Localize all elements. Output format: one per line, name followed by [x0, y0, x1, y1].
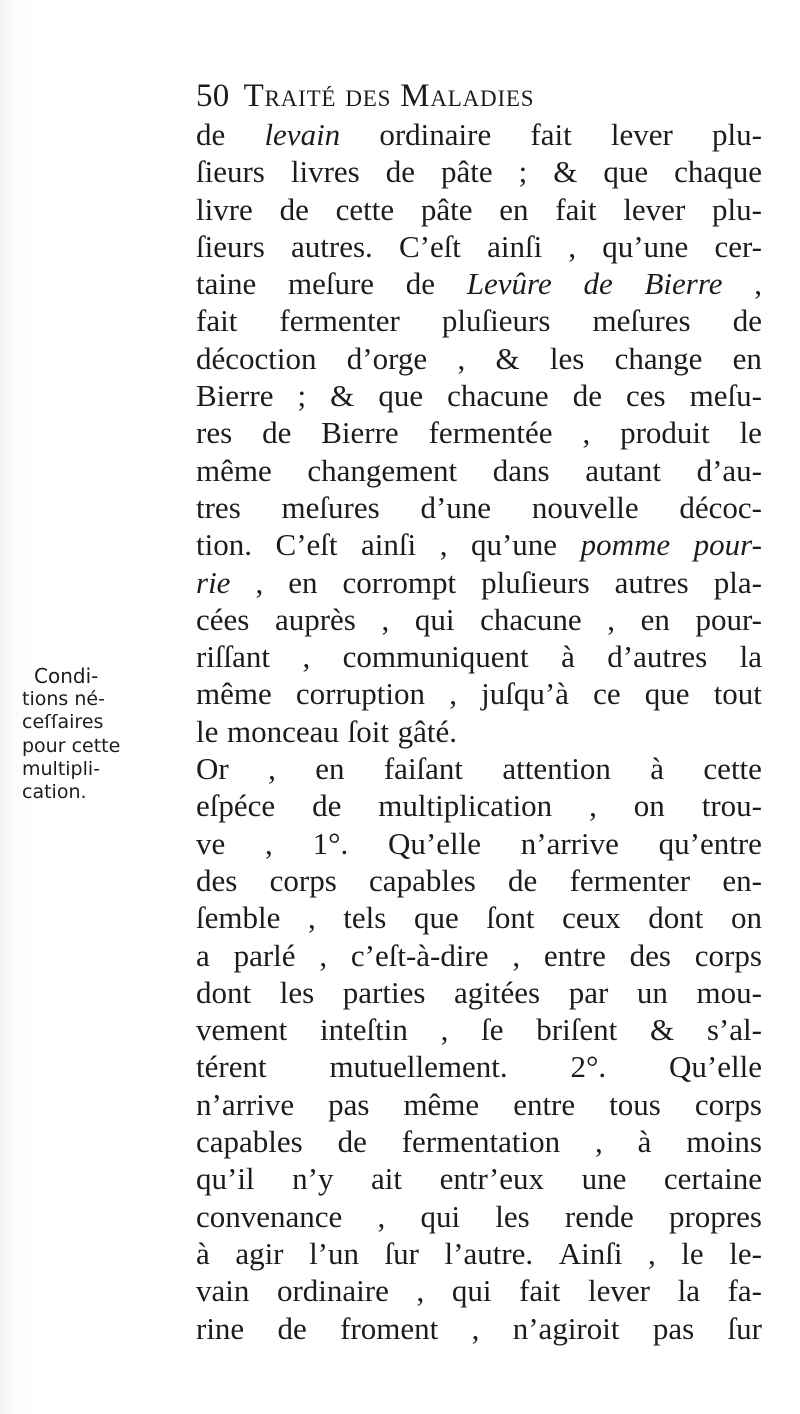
word: ,: [319, 937, 328, 973]
word: pla-: [713, 564, 762, 600]
text-line: [196, 1011, 762, 1048]
text-line: [196, 825, 762, 862]
word: fermenter: [279, 303, 400, 339]
text-line: [196, 191, 762, 228]
text-line: [196, 1272, 762, 1309]
word: ,: [648, 1235, 656, 1271]
word: lever: [588, 1273, 650, 1309]
word: s’al-: [706, 1012, 762, 1048]
word: entre: [543, 937, 606, 973]
word: ,: [589, 788, 597, 824]
word: briſent: [536, 1012, 618, 1048]
word: le: [739, 415, 762, 451]
word: cette: [335, 191, 395, 227]
word: eſpéce: [196, 788, 276, 824]
word: de: [277, 1310, 307, 1346]
text-line: [196, 489, 762, 526]
word: froment: [340, 1310, 439, 1346]
text-line: [196, 452, 762, 489]
word: un: [636, 974, 668, 1010]
word: ,: [265, 825, 273, 861]
word: inteſtin: [320, 1012, 408, 1048]
word: fait: [530, 117, 572, 152]
word: Bierre: [644, 266, 723, 302]
word: de: [405, 266, 436, 302]
word: cées: [196, 601, 250, 637]
word: ,: [439, 527, 448, 563]
word: meſures: [281, 489, 380, 525]
word: certaine: [663, 1161, 762, 1197]
word: corruption: [295, 676, 426, 712]
word: chaque: [674, 154, 762, 190]
word: on: [730, 900, 762, 936]
word: ,: [416, 1273, 425, 1309]
word: Ainſi: [558, 1235, 623, 1271]
word: pâte: [420, 191, 473, 227]
page-number: 50: [196, 78, 230, 114]
text-line: [196, 1160, 762, 1197]
word: la: [677, 1273, 700, 1309]
word: ,: [471, 1310, 480, 1346]
word: tion.: [196, 527, 252, 563]
word: chacune: [480, 601, 582, 637]
word: C’eſt: [275, 527, 338, 563]
word: qu’une: [470, 527, 558, 563]
word: pas: [652, 1310, 695, 1346]
word: ,: [377, 1198, 386, 1234]
text-line: [196, 638, 762, 675]
word: Levûre: [466, 266, 552, 302]
word: fa-: [727, 1273, 762, 1309]
word: ordinaire: [379, 117, 492, 152]
word: autres.: [291, 228, 373, 264]
word: les: [279, 974, 315, 1010]
word: meſure: [287, 266, 375, 302]
text-line: [196, 564, 762, 601]
word: on: [633, 788, 665, 824]
word: corps: [269, 862, 337, 898]
word: rine: [196, 1310, 245, 1346]
word: ſur: [727, 1310, 762, 1346]
word: tels: [343, 900, 387, 936]
word: plu-: [712, 191, 762, 227]
word: convenance: [196, 1198, 343, 1234]
word: en-: [722, 862, 762, 898]
word: les: [495, 1198, 530, 1234]
text-line: [196, 899, 762, 936]
word: n’y: [292, 1161, 334, 1197]
word: corrompt: [342, 564, 457, 600]
margin-note-line: multipli-: [22, 757, 101, 780]
word: par: [568, 974, 609, 1010]
word: riſſant: [196, 639, 271, 675]
word: livres: [290, 154, 360, 190]
word: lever: [610, 117, 673, 152]
word: produit: [620, 415, 710, 451]
word: que: [378, 378, 424, 414]
word: gâté.: [397, 713, 458, 749]
word: l’un: [309, 1235, 359, 1271]
word: Bierre: [321, 415, 399, 451]
word: les: [549, 340, 585, 376]
word: lever: [623, 191, 686, 227]
word: de: [385, 154, 416, 190]
word: autant: [585, 452, 661, 488]
word: ſont: [486, 900, 535, 936]
word: pas: [328, 1086, 370, 1122]
word: communiquent: [342, 639, 529, 675]
word: ,: [568, 228, 577, 264]
word: rie: [196, 564, 231, 600]
running-title: Traité des Maladies: [243, 78, 535, 114]
word: ces: [625, 378, 666, 414]
word: qui: [414, 601, 455, 637]
word: meſu-: [689, 378, 762, 414]
word: qu’il: [196, 1161, 255, 1197]
word: chacune: [447, 378, 549, 414]
word: même: [196, 676, 272, 712]
word: &: [553, 154, 578, 190]
word: ,: [302, 639, 311, 675]
word: &: [330, 378, 355, 414]
word: qu’entre: [658, 825, 762, 861]
word: dont: [196, 974, 252, 1010]
word: ,: [440, 1012, 449, 1048]
word: Bierre: [196, 378, 274, 414]
word: ,: [457, 340, 466, 376]
word: de: [583, 266, 613, 302]
word: en: [315, 751, 345, 787]
word: n’agiroit: [512, 1310, 620, 1346]
word: ,: [512, 937, 521, 973]
margin-note: [22, 665, 132, 804]
margin-note-line: tions né-: [22, 688, 105, 711]
word: plu-: [712, 117, 762, 152]
word: C’eſt: [398, 228, 461, 264]
word: ve: [196, 825, 226, 861]
text-line: [196, 713, 762, 750]
word: tous: [609, 1086, 661, 1122]
word: ,: [594, 1124, 603, 1160]
word: corps: [694, 1086, 762, 1122]
text-line: [196, 414, 762, 451]
text-line: [196, 974, 762, 1011]
word: ordinaire: [276, 1273, 389, 1309]
text-line: [196, 787, 762, 824]
word: Or: [196, 751, 229, 787]
word: de: [337, 1124, 367, 1160]
word: même: [196, 452, 272, 488]
text-line: [196, 1235, 762, 1272]
word: fait: [196, 303, 238, 339]
word: res: [196, 415, 233, 451]
word: propres: [668, 1198, 762, 1234]
word: n’arrive: [196, 1086, 295, 1122]
text-line: [196, 340, 762, 377]
word: a: [196, 937, 210, 973]
text-line: [196, 228, 762, 265]
word: d’une: [420, 489, 492, 525]
word: ainſi: [487, 228, 543, 264]
word: dont: [648, 900, 704, 936]
word: multiplication: [378, 788, 553, 824]
text-line: [196, 1123, 762, 1160]
word: de: [196, 117, 226, 152]
word: attention: [502, 751, 611, 787]
word: ,: [255, 564, 264, 600]
margin-note-line: cation.: [22, 781, 87, 804]
word: rende: [564, 1198, 634, 1234]
word: de: [572, 378, 602, 414]
word: c’eſt-à-dire: [350, 937, 489, 973]
word: ainſi: [361, 527, 417, 563]
word: ;: [297, 378, 307, 414]
word: mutuellement.: [329, 1049, 508, 1085]
word: qui: [451, 1273, 492, 1309]
word: capables: [196, 1124, 303, 1160]
margin-note-line: pour cette: [22, 734, 121, 757]
word: auprès: [274, 601, 356, 637]
word: ,: [582, 415, 591, 451]
text-line: [196, 675, 762, 712]
word: que: [644, 676, 690, 712]
word: le: [681, 1235, 704, 1271]
text-line: [196, 377, 762, 414]
word: ,: [381, 601, 390, 637]
word: l’autre.: [444, 1235, 534, 1271]
word: à: [637, 1124, 652, 1160]
word: ;: [518, 154, 528, 190]
text-line: [196, 750, 762, 787]
word: parties: [342, 974, 426, 1010]
word: Qu’elle: [669, 1049, 762, 1085]
word: trou-: [701, 788, 762, 824]
word: entre: [513, 1086, 576, 1122]
word: pâte: [441, 154, 493, 190]
text-line: [196, 1310, 762, 1347]
word: ſieurs: [196, 228, 265, 264]
word: changement: [307, 452, 458, 488]
word: agitées: [454, 974, 541, 1010]
word: ,: [268, 751, 276, 787]
word: n’arrive: [520, 825, 619, 861]
text-line: [196, 1086, 762, 1123]
word: qui: [420, 1198, 461, 1234]
word: faiſant: [383, 751, 464, 787]
text-line: [196, 1048, 762, 1085]
text-line: [196, 116, 762, 153]
word: ceux: [562, 900, 621, 936]
word: ,: [449, 676, 457, 712]
word: ſe: [481, 1012, 504, 1048]
margin-note-line: ceſſaires: [22, 711, 104, 734]
body-text: [196, 116, 762, 1347]
text-line: [196, 862, 762, 899]
text-line: [196, 302, 762, 339]
word: d’autres: [607, 639, 708, 675]
word: monceau: [227, 713, 339, 749]
word: &: [495, 340, 520, 376]
word: même: [403, 1086, 480, 1122]
word: mou-: [696, 974, 762, 1010]
word: pluſieurs: [481, 564, 590, 600]
word: des: [196, 862, 238, 898]
word: taine: [196, 266, 257, 302]
word: 1°.: [312, 825, 349, 861]
word: ,: [607, 601, 615, 637]
word: que: [603, 154, 649, 190]
text-line: [196, 265, 762, 302]
word: ,: [754, 266, 762, 302]
word: livre: [196, 191, 253, 227]
word: des: [629, 937, 671, 973]
word: change: [614, 340, 703, 376]
text-line: [196, 601, 762, 638]
word: &: [649, 1012, 675, 1048]
word: tout: [713, 676, 762, 712]
word: agir: [235, 1235, 284, 1271]
word: cette: [703, 751, 762, 787]
word: qu’une: [602, 228, 689, 264]
word: juſqu’à: [481, 676, 569, 712]
word: à: [650, 751, 665, 787]
word: de: [262, 415, 292, 451]
text-line: [196, 1198, 762, 1235]
word: en: [640, 601, 670, 637]
text-line: [196, 526, 762, 563]
word: dans: [492, 452, 550, 488]
word: entr’eux: [439, 1161, 545, 1197]
text-line: [196, 153, 762, 190]
margin-note-line: Condi-: [34, 664, 99, 688]
word: fait: [555, 191, 597, 227]
word: moins: [686, 1124, 762, 1160]
word: cer-: [714, 228, 762, 264]
word: pluſieurs: [441, 303, 551, 339]
word: ſur: [384, 1235, 419, 1271]
word: de: [732, 303, 762, 339]
word: nouvelle: [531, 489, 639, 525]
word: de: [279, 191, 309, 227]
word: pomme: [580, 527, 671, 563]
word: le: [196, 713, 219, 749]
word: tres: [196, 489, 241, 525]
word: vement: [196, 1012, 288, 1048]
word: 2°.: [570, 1049, 607, 1085]
word: pour-: [695, 601, 762, 637]
word: levain: [264, 117, 341, 152]
word: ce: [593, 676, 621, 712]
word: ſieurs: [196, 154, 265, 190]
word: fermenter: [569, 862, 691, 898]
word: décoction: [196, 340, 317, 376]
word: en: [288, 564, 318, 600]
word: d’au-: [696, 452, 762, 488]
word: une: [581, 1161, 627, 1197]
word: la: [739, 639, 762, 675]
word: ,: [307, 900, 316, 936]
word: de: [508, 862, 538, 898]
word: meſures: [592, 303, 691, 339]
word: décoc-: [679, 489, 762, 525]
word: que: [413, 900, 459, 936]
word: en: [732, 340, 762, 376]
word: fermentation: [401, 1124, 561, 1160]
word: capables: [369, 862, 476, 898]
word: vain: [196, 1273, 250, 1309]
word: fermentée: [428, 415, 553, 451]
word: ſemble: [196, 900, 281, 936]
word: corps: [694, 937, 762, 973]
text-line: [196, 937, 762, 974]
word: d’orge: [346, 340, 428, 376]
word: ait: [371, 1161, 403, 1197]
word: autres: [614, 564, 689, 600]
word: de: [312, 788, 342, 824]
word: en: [499, 191, 529, 227]
word: parlé: [233, 937, 296, 973]
word: térent: [196, 1049, 267, 1085]
running-header: [196, 76, 534, 116]
word: pour-: [693, 527, 762, 563]
word: Qu’elle: [388, 825, 481, 861]
word: à: [196, 1235, 210, 1271]
word: le-: [729, 1235, 762, 1271]
word: ſoit: [347, 713, 389, 749]
word: à: [561, 639, 575, 675]
word: fait: [519, 1273, 561, 1309]
